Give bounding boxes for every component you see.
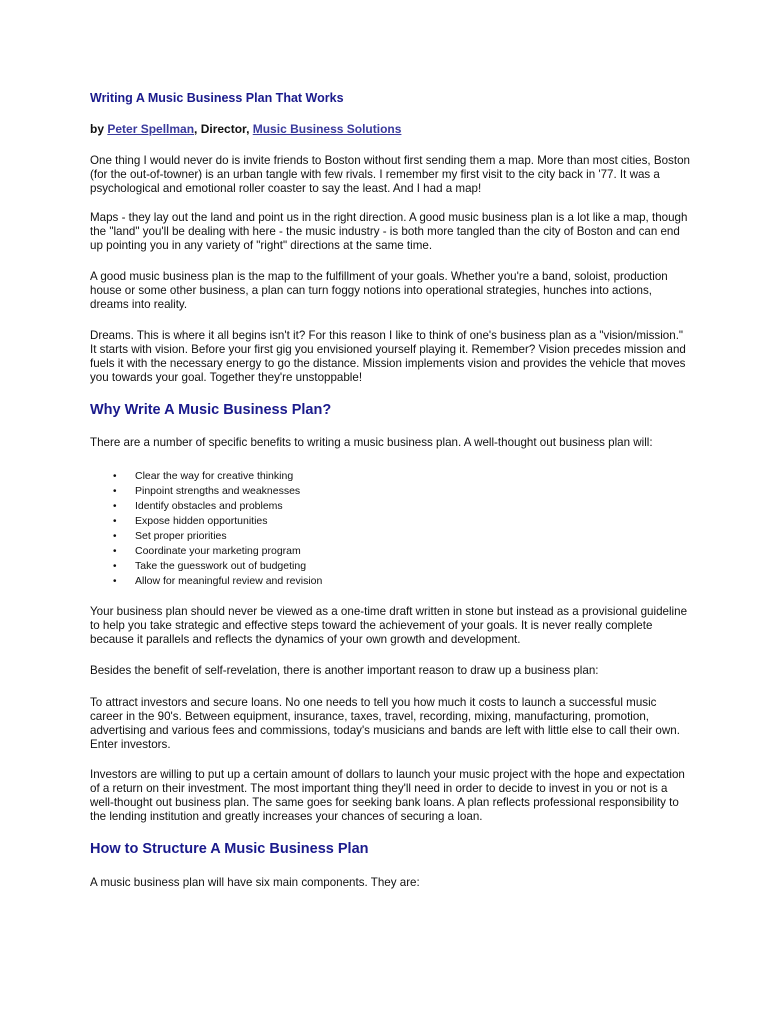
- bullet-icon: •: [113, 486, 117, 497]
- bullet-icon: •: [113, 501, 117, 512]
- list-item: [90, 514, 322, 529]
- list-item: [90, 499, 322, 514]
- list-item: [90, 484, 322, 499]
- section-how-lead: A music business plan will have six main components. They are:: [90, 876, 420, 889]
- intro-paragraph: A good music business plan is the map to the fulfillment of your goals. Whether you're a band, soloist, production house or some other business, a plan can turn foggy notions into operational strategies, hunches into actions, dreams into reality.: [90, 270, 668, 311]
- body-paragraph: Besides the benefit of self-revelation, there is another important reason to draw up a business plan:: [90, 664, 599, 677]
- author-link[interactable]: Peter Spellman: [107, 122, 195, 136]
- list-item-label: Take the guesswork out of budgeting: [135, 560, 307, 572]
- list-item-label: Identify obstacles and problems: [135, 500, 283, 512]
- bullet-icon: •: [113, 561, 117, 572]
- list-item-label: Allow for meaningful review and revision: [135, 575, 323, 587]
- document-title: Writing A Music Business Plan That Works: [90, 91, 344, 105]
- bullet-icon: •: [113, 516, 117, 527]
- benefits-list: [90, 469, 322, 589]
- section-why-lead: There are a number of specific benefits to writing a music business plan. A well-thought out business plan will:: [90, 436, 653, 449]
- list-item: [90, 559, 322, 574]
- list-item-label: Pinpoint strengths and weaknesses: [135, 485, 301, 497]
- intro-paragraph: Maps - they lay out the land and point us in the right direction. A good music business plan is a lot like a map, though the "land" you'll be dealing with here - the music industry - is both more tangled than the city of Boston and can end up pointing you in any variety of "right" directions at the same time.: [90, 211, 688, 252]
- list-item: [90, 544, 322, 559]
- organization-link[interactable]: Music Business Solutions: [252, 122, 402, 136]
- intro-paragraph: Dreams. This is where it all begins isn't it? For this reason I like to think of one's business plan as a "vision/mission." It starts with vision. Before your first gig you envisioned yourself playing it. Remember? Vision precedes mission and fuels it with the necessary energy to go the distance. Mission implements vision and provides the vehicle that moves you towards your goal. Together they're unstoppable!: [90, 329, 686, 384]
- body-paragraph: Your business plan should never be viewed as a one-time draft written in stone but instead as a provisional guideline to help you take strategic and effective steps toward the achievement of your goals. It is never really complete because it parallels and reflects the dynamics of your own growth and development.: [90, 605, 688, 646]
- body-paragraph: Investors are willing to put up a certain amount of dollars to launch your music project with the hope and expectation of a return on their investment. The most important thing they'll need in order to decide to invest in you or not is a well-thought out business plan. The same goes for seeking bank loans. A plan reflects professional responsibility to the lending institution and greatly increases your chances of securing a loan.: [90, 768, 685, 823]
- section-heading-why: Why Write A Music Business Plan?: [90, 402, 332, 418]
- list-item-label: Set proper priorities: [135, 530, 227, 542]
- list-item-label: Coordinate your marketing program: [135, 545, 301, 557]
- list-item-label: Expose hidden opportunities: [135, 515, 268, 527]
- section-heading-how: How to Structure A Music Business Plan: [90, 841, 369, 857]
- byline-prefix: by: [90, 122, 108, 136]
- byline: [90, 122, 401, 136]
- intro-paragraph: One thing I would never do is invite friends to Boston without first sending them a map. More than most cities, Boston (for the out-of-towner) is an urban tangle with few rivals. I remember my first visit to the city back in '77. It was a psychological and emotional roller coaster to say the least. And I had a map!: [90, 154, 690, 195]
- bullet-icon: •: [113, 576, 117, 587]
- list-item: [90, 529, 322, 544]
- bullet-icon: •: [113, 531, 117, 542]
- list-item: [90, 469, 322, 484]
- list-item: [90, 574, 322, 589]
- bullet-icon: •: [113, 546, 117, 557]
- list-item-label: Clear the way for creative thinking: [135, 470, 294, 482]
- bullet-icon: •: [113, 471, 117, 482]
- byline-middle: , Director,: [194, 122, 253, 136]
- body-paragraph: To attract investors and secure loans. No one needs to tell you how much it costs to launch a successful music career in the 90's. Between equipment, insurance, taxes, travel, recording, mixing, manufacturing, promotion, advertising and various fees and commissions, today's musicians and bands are left with little else to call their own. Enter investors.: [90, 696, 680, 751]
